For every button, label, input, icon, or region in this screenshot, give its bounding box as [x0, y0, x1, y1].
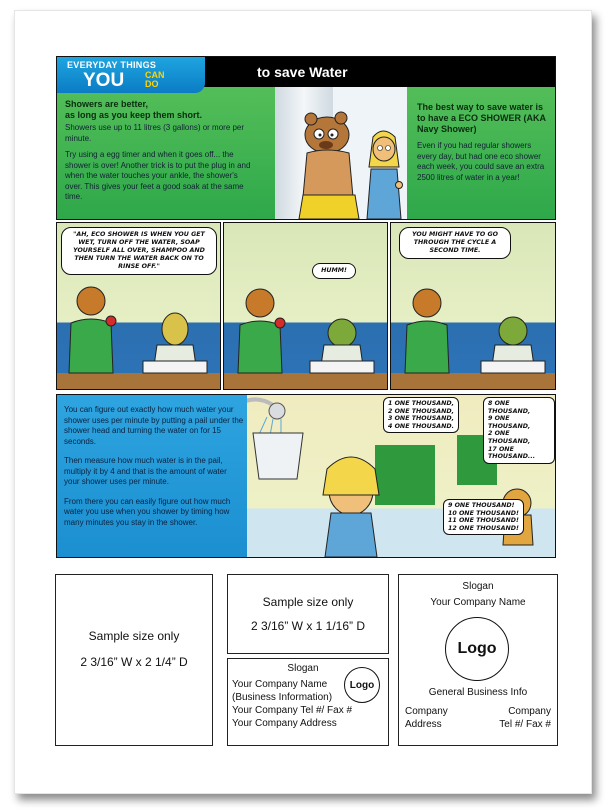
- comic-panel-1: [56, 222, 221, 390]
- header-panel: [56, 56, 556, 220]
- count-c-line: 9 ONE THOUSAND!: [448, 502, 515, 509]
- count-c-line: 12 ONE THOUSAND!: [448, 524, 519, 532]
- measure-text: [64, 405, 244, 537]
- count-bubble-b: [483, 397, 555, 464]
- shower-illustration: [275, 87, 407, 219]
- ad3-address: Your Company Address: [232, 718, 337, 729]
- left-body: [65, 123, 255, 209]
- comic-strip: [56, 222, 554, 390]
- ad4-company-name: Your Company Name: [430, 597, 526, 608]
- measure-text-panel: [57, 395, 247, 557]
- panel-2-illustration: [224, 223, 387, 389]
- ad-box-small-bottom: [227, 658, 389, 746]
- count-b-line: 9 ONE THOUSAND,: [488, 415, 531, 430]
- panel-3-illustration: [391, 223, 555, 389]
- speech-bubble-2: HUMM!: [312, 263, 356, 279]
- measure-paragraph-2: Then measure how much water is in the pail, multiply it by 4 and that is the amount of water your shower uses per minute.: [64, 456, 227, 486]
- comic-panel-2: [223, 222, 388, 390]
- page-title: to save Water: [257, 64, 348, 80]
- measure-section: [56, 394, 556, 558]
- ad2-size-label: Sample size only: [262, 595, 354, 609]
- ad3-business-info: (Business Information): [232, 692, 333, 703]
- ad4-tel-fax: Tel #/ Fax #: [499, 719, 551, 730]
- speech-bubble-1: "AH, ECO SHOWER IS WHEN YOU GET WET, TURN OFF THE WATER, SOAP YOURSELF ALL OVER, SHAMPOO AND THEN TURN THE WATER BACK ON TO RINSE OFF.": [61, 227, 217, 275]
- ad4-business-info: General Business Info: [428, 687, 528, 698]
- brand-line2: YOU: [83, 70, 125, 91]
- ad4-company-right: Company: [508, 706, 551, 717]
- left-heading-line1: Showers are better,: [65, 99, 149, 109]
- count-b-line: 2 ONE THOUSAND,: [488, 430, 531, 445]
- characters-illustration: [275, 87, 407, 219]
- ad3-tel-fax: Your Company Tel #/ Fax #: [232, 705, 353, 716]
- ad-box-large-right: [398, 574, 558, 746]
- right-body: Even if you had regular showers every day, but had one eco shower each week, you could save an extra 2500 litres of water in a year!: [417, 141, 545, 182]
- count-b-line: 17 ONE THOUSAND...: [488, 445, 536, 461]
- ad3-logo: Logo: [344, 667, 380, 703]
- count-bubble-c: [443, 499, 524, 535]
- ad4-slogan: Slogan: [462, 581, 494, 592]
- panel-1-illustration: [57, 223, 220, 389]
- ad-box-large-left: [55, 574, 213, 746]
- count-a-line: 2 ONE THOUSAND,: [388, 407, 455, 415]
- count-a-line: 3 ONE THOUSAND,: [388, 415, 455, 423]
- count-a-line: 1 ONE THOUSAND,: [388, 400, 455, 407]
- left-paragraph-1: Showers use up to 11 litres (3 gallons) or more per minute.: [65, 123, 245, 143]
- brand-line3: CAN DO: [145, 70, 165, 89]
- brand-logo: [57, 57, 205, 93]
- ad3-slogan: Slogan: [287, 663, 319, 674]
- count-bubble-a: [383, 397, 459, 433]
- ad4-address: Address: [405, 719, 442, 730]
- brand-line1: EVERYDAY THINGS: [67, 60, 157, 70]
- ad4-company-left: Company: [405, 706, 448, 717]
- measure-paragraph-3: From there you can easily figure out how much water you use when you shower by timing how many minutes you stay in the shower.: [64, 496, 231, 527]
- measure-paragraph-1: You can figure out exactly how much water your shower uses per minute by putting a pail under the shower head and turning the water on for 15 seconds.: [64, 405, 244, 446]
- ad3-company-name: Your Company Name: [232, 679, 328, 690]
- comic-panel-3: [390, 222, 556, 390]
- measure-illustration: [247, 395, 555, 557]
- count-c-line: 11 ONE THOUSAND!: [448, 517, 519, 525]
- count-b-line: 8 ONE THOUSAND,: [488, 400, 531, 415]
- left-paragraph-2: Try using a egg timer and when it goes off... the shower is over! Another trick is to put the plug in and when the water touches your ankle, the shower's over. This gives your feet a good soak at the same time.: [65, 150, 251, 201]
- count-a-line: 4 ONE THOUSAND.: [388, 422, 455, 430]
- left-heading-line2: as long as you keep them short.: [65, 110, 203, 120]
- right-heading: The best way to save water is to have a ECO SHOWER (AKA Navy Shower): [417, 102, 546, 134]
- ad4-logo: Logo: [445, 617, 509, 681]
- ad1-size-dimensions: 2 3/16” W x 2 1/4” D: [80, 655, 188, 669]
- ad2-size-dimensions: 2 3/16” W x 1 1/16” D: [250, 619, 366, 633]
- left-heading: [65, 99, 245, 121]
- speech-bubble-3: YOU MIGHT HAVE TO GO THROUGH THE CYCLE A SECOND TIME.: [399, 227, 511, 259]
- ad-box-small-top: [227, 574, 389, 654]
- count-c-line: 10 ONE THOUSAND!: [448, 509, 519, 517]
- ad1-size-label: Sample size only: [88, 629, 180, 643]
